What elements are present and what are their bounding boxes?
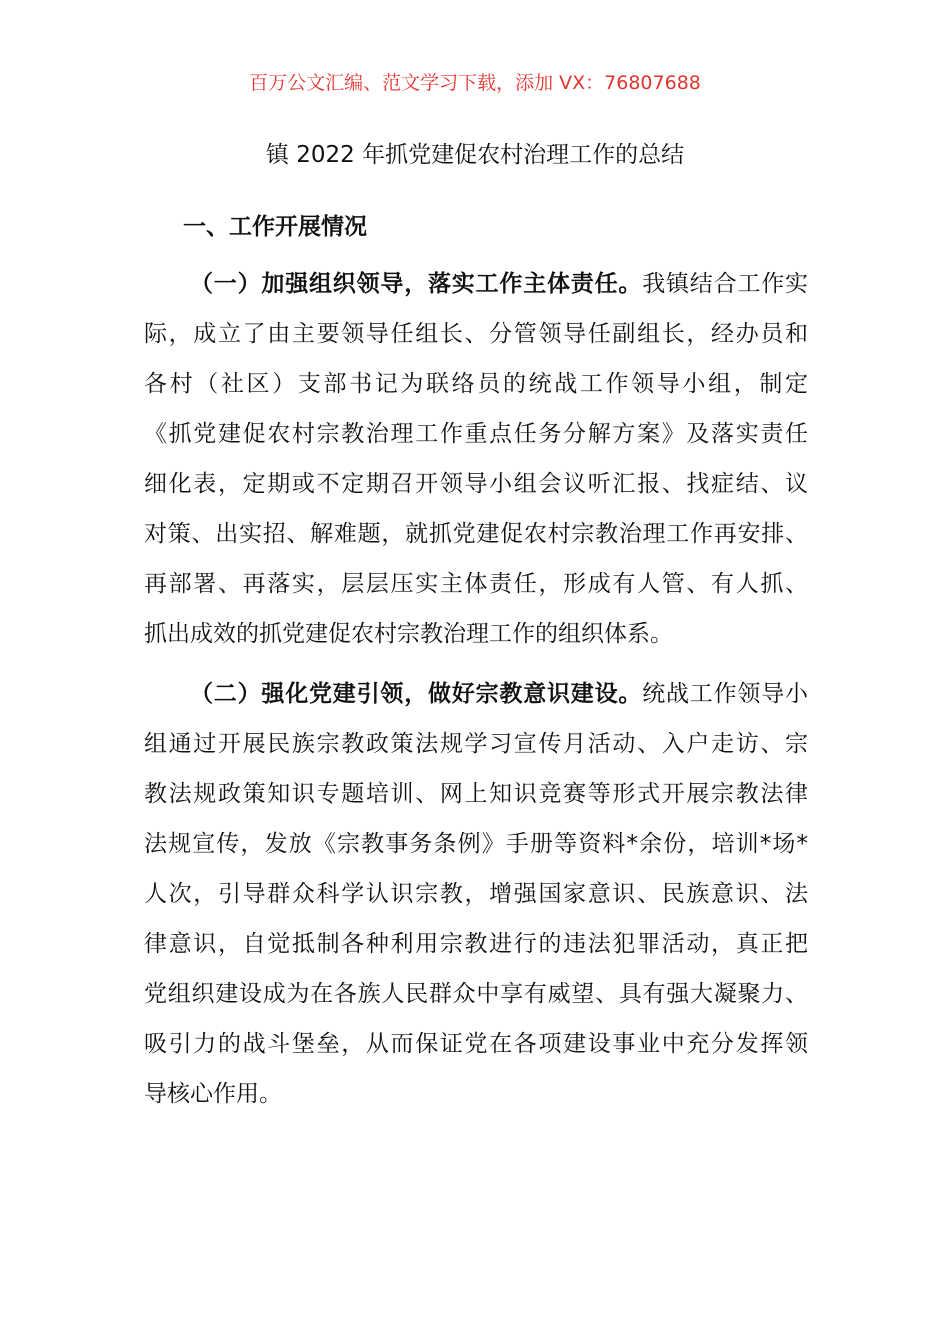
paragraph-line: 导核心作用。 [144, 1081, 282, 1107]
paragraph-line: 教法规政策知识专题培训、网上知识竞赛等形式开展宗教法律 [144, 781, 808, 807]
paragraph-line: 再部署、再落实，层层压实主体责任，形成有人管、有人抓、 [144, 571, 808, 597]
paragraph-text: 统战工作领导小 [642, 681, 809, 707]
paragraph-2 [144, 669, 808, 1119]
watermark-banner: 百万公文汇编、范文学习下载，添加 VX：76807688 [249, 72, 701, 94]
paragraph-1 [144, 259, 808, 659]
paragraph-line: 细化表，定期或不定期召开领导小组会议听汇报、找症结、议 [144, 471, 808, 497]
paragraph-line: 各村（社区）支部书记为联络员的统战工作领导小组，制定 [144, 371, 808, 397]
paragraph-lead: （二）强化党建引领，做好宗教意识建设。 [190, 681, 643, 707]
paragraph-line [144, 669, 808, 719]
paragraph-line [144, 259, 808, 309]
paragraph-line: 《抓党建促农村宗教治理工作重点任务分解方案》及落实责任 [144, 421, 808, 447]
paragraph-lead: （一）加强组织领导，落实工作主体责任。 [190, 271, 643, 297]
paragraph-text: 我镇结合工作实 [642, 271, 809, 297]
paragraph-line: 对策、出实招、解难题，就抓党建促农村宗教治理工作再安排、 [144, 521, 808, 547]
paragraph-line: 吸引力的战斗堡垒，从而保证党在各项建设事业中充分发挥领 [144, 1031, 808, 1057]
paragraph-line: 律意识，自觉抵制各种利用宗教进行的违法犯罪活动，真正把 [144, 931, 808, 957]
paragraph-line: 际，成立了由主要领导任组长、分管领导任副组长，经办员和 [144, 321, 808, 347]
paragraph-line: 人次，引导群众科学认识宗教，增强国家意识、民族意识、法 [144, 881, 808, 907]
paragraph-line: 抓出成效的抓党建促农村宗教治理工作的组织体系。 [144, 621, 673, 647]
paragraph-line: 法规宣传，发放《宗教事务条例》手册等资料*余份，培训*场* [144, 831, 808, 857]
document-title: 镇 2022 年抓党建促农村治理工作的总结 [265, 142, 685, 168]
section-heading: 一、工作开展情况 [183, 214, 367, 240]
paragraph-line: 组通过开展民族宗教政策法规学习宣传月活动、入户走访、宗 [144, 731, 808, 757]
paragraph-line: 党组织建设成为在各族人民群众中享有威望、具有强大凝聚力、 [144, 981, 808, 1007]
